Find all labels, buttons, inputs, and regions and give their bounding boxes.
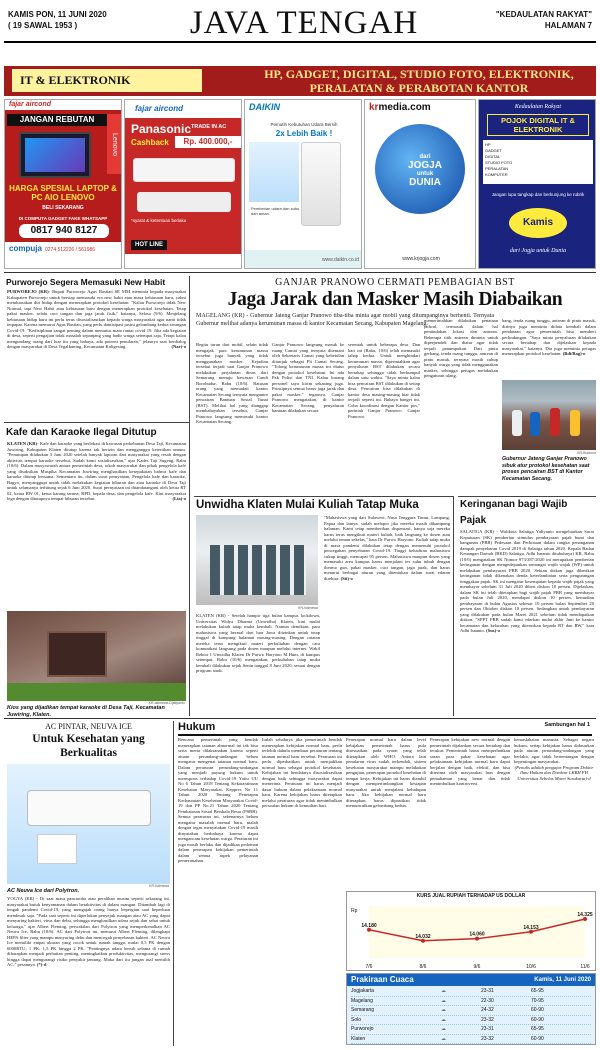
cuaca-temp: 22-30 bbox=[481, 997, 494, 1004]
ad-header-strip bbox=[5, 100, 122, 110]
tag-dari: dari bbox=[419, 154, 431, 160]
trade-in-label: TRADE IN AC bbox=[191, 124, 227, 130]
kurs-data-label: 14.032 bbox=[415, 933, 431, 940]
krjogja-logo bbox=[369, 102, 431, 113]
cashback-price: Rp. 400.000,- bbox=[175, 136, 241, 148]
cloud-icon: ☁ bbox=[441, 1035, 446, 1042]
ac-unit-image-2 bbox=[137, 192, 231, 212]
hukum-col4: Penerapan kebijakan new normal dengan pemerintah dijalankan secara bertahap dan terukur. Pemerintah harus memperhatikan saran para pakar kesehatan agar pelaksanaan kebijakan normal baru dapat berjalan dengan baik, efektif, dan bisa diterima oleh masyarakat luas dengan pemahaman yang benar dan tidak menimbulkan kontroversi. bbox=[430, 737, 510, 786]
purworejo-sig: (Nar)-o bbox=[171, 344, 186, 349]
ac-unit-shape bbox=[27, 790, 151, 826]
ad-brand: fajar aircond bbox=[9, 101, 52, 108]
ad-footer-brand: compuja bbox=[9, 244, 42, 253]
page-number: HALAMAN 7 bbox=[544, 21, 592, 30]
cashback-label: Cashback bbox=[131, 138, 169, 147]
main-caption: Gubernur Jateng Ganjar Pranowo sibuk atur protokol kesehatan saat proses pencairan BST di Kantor Kecamatan Secang. bbox=[502, 456, 590, 482]
main-sig: (Bdi/Bag)-o bbox=[562, 351, 586, 356]
purworejo-body bbox=[4, 289, 189, 420]
cuaca-temp: 24-32 bbox=[481, 1007, 494, 1013]
main-col1: Begitu turun dari mobil, selain tidak mengajak para kerumunan massa tersebut juga banyak yang tidak menggunakan masker. Kejadian tersebut terjadi saat Ganjar Pranowo melakukan perjalanan dinas dari Semarang menuju kawasan Candi Borobudur, Rabu (10/6). Ratusan orang yang memadati kantor Kecamatan Secang ternyata mengantre pencairan Bantuan Sosial Tunai (BST). Melihat hal yang dianggap membahayakan tersebut, Ganjar Pranowo langsung memasuki kantor Kecamatan Secang. bbox=[196, 342, 268, 424]
main-kicker: GANJAR PRANOWO CERMATI PEMBAGIAN BST bbox=[275, 277, 515, 288]
cuaca-humidity: 60-90 bbox=[531, 1007, 544, 1013]
hukum-headline: Hukum bbox=[178, 721, 592, 736]
daikin-footer bbox=[245, 250, 362, 269]
cuaca-date: Kamis, 11 Juni 2020 bbox=[534, 977, 591, 983]
person-shape bbox=[512, 410, 522, 436]
purworejo-headline: Purworejo Segera Memasuki New Habit bbox=[6, 277, 166, 287]
main-col5 bbox=[502, 318, 596, 378]
classroom-shape bbox=[210, 545, 306, 595]
kurs-data-label: 14.180 bbox=[361, 922, 377, 929]
main-photo-credit: KR-Budiono bbox=[577, 451, 596, 455]
ac-text: YOGYA (KR) - Di saat masa pancaroba atau peralihan musim seperti sekarang ini, masyarakat butuh kenyamanan dalam beraktivitas di dalam ruangan. Ditambah lagi di tengah pandemi Covid-19, yang mengajak orang hanya bepergian saat keperluan mendesak saja. "Pada saat seperti ini diperlukan penyejuk ruangan atau AC yang dapat menyaring bakteri, virus dan debu, sehingga menghasilkan udara sejuk dan sehat untuk keluarga," ujar Albert Fleming, perwakilan dari Polytron yang memperkenalkan AC Neuva Ice, Rabu (10/6). AC dari Polytron ini, menurut Albert Fleming, dilengkapi HEPA filter yang mampu menyaring debu dan mencegah penyebaran bakteri. AC Neuva Ice memiliki empat ukuran yang cocok untuk rumah tangga, mulai 0,5 PK dengan 6000BTU; 1 PK; 1,5 PK hingga 2 PK. "Pentingnya udara bersih selama di rumah diharapkan menjadi perhatian penting, meningkatkan produktivitas, mengurangi stress hingga dapat mengurangi risiko penyakit jantung. Maka dari itu jangan asal memilih AC," pesannya. bbox=[7, 896, 170, 967]
pajak-body bbox=[458, 529, 596, 727]
hotline-label: HOT LINE bbox=[131, 240, 167, 250]
it-elektronik-band bbox=[4, 66, 596, 96]
cuaca-box bbox=[346, 973, 596, 1045]
pajak-story bbox=[458, 496, 596, 716]
unwidha-story bbox=[194, 496, 454, 716]
person-shape bbox=[550, 408, 560, 436]
purworejo-text: - Bupati Purworejo Agus Bastian SE MM meminta kepada masyarakat Kabupaten Purworejo untuk bersiap memasuki era new habit atau masa kebiasaan baru, yakni membiasakan diri hidup dengan menerapkan protokol kesehatan. "Kalau Purworejo tidak New Normal, tapi New Habit atau kebiasaan baru dengan menerapkan protokol kesehatan. Tetap pakai masker, selalu cuci tangan dan jaga jarak fisik," katanya, Selasa (9/6). Menjelang kebiasaan hidup baru ini perlu terus disosialisasikan kepada warga masyarakat agar nanti tidak terpapar. Karena memurut Agus Bastian, yang perlu dantisipasi justru gelombang kedua serangan Covid-19. "Kedisiplinan sangat penting dalam memutus mata rantai covid 19. Jika ada kegiatan di desa, seperti pengajian tidak masalah sepanjang yang hadir warga setempat saja. Tetapi kalau mengundang orang dari luar itu yang bahaya, ada potensi penularan," jelasnya saat berdialog dengan masyarakat di Desa Tegalkuning, Kecamatan Kaligesing. bbox=[7, 289, 186, 349]
pojok-day-badge bbox=[509, 208, 567, 238]
cloud-icon: ☁ bbox=[441, 1026, 446, 1032]
cuaca-temp: 23-31 bbox=[481, 1026, 494, 1032]
ac-story bbox=[4, 721, 174, 1046]
kurs-data-label: 14.325 bbox=[577, 912, 593, 918]
kurs-unit: Rp bbox=[351, 908, 358, 914]
krjogja-url: www.krjogja.com bbox=[402, 256, 440, 262]
cuaca-city: Magelang bbox=[351, 997, 373, 1004]
kurs-x-tick: 11/6 bbox=[580, 964, 590, 970]
kafe-photo-credit: KR-Istimewa Djatiyanto bbox=[148, 701, 185, 705]
cuaca-humidity: 70-95 bbox=[531, 997, 544, 1004]
cloud-icon: ☁ bbox=[441, 997, 446, 1004]
kiosk-shape bbox=[47, 631, 107, 677]
main-col5-text: bang, tenda ruang tunggu, antrean di pintu masuk, dirinya juga meminta didata kembali dalam pendataan agar pemerintah bisa memberi perlindungan. "Saya minta penyaluran dilakukan secara bertahap dan dijelaskan kepada masyarakat," katanya. Dia juga meminta petugas menerapkan protokol kesehatan. bbox=[502, 318, 596, 356]
band-tagline bbox=[239, 67, 599, 95]
kurs-x-tick: 7/6 bbox=[365, 964, 373, 970]
cat-item: STUDIO FOTO bbox=[485, 160, 513, 165]
cloud-icon: ☁ bbox=[441, 988, 446, 994]
cuaca-temp: 23-32 bbox=[481, 1035, 494, 1042]
cuaca-row bbox=[351, 1016, 591, 1026]
pojok-categories bbox=[483, 140, 593, 184]
kafe-text: - Kafe dan karaoke yang berlokasi di kawasan perkebunan Desa Taji, Kecamatan Juwiring, Kabupaten Klaten ditutup karena tak berizin dan mengganggu ketertiban umum. "Penutupan dilakukan 3 Juni 2020 setelah banyak laporan dari masyarakat yang resah dengan aktivitas tempat karaoke tersebut. Sudah kami sosialisasikan," ujar Kades Taji Sugeng, Rabu (10/6). Dalam musyawarah antara pemerintah desa, tokoh masyarakat dan pihak pengelola kafe yang disaksikan Muspika Kecamatan Juwiring menghasilkan kesepakatan bahwa kafe dan karaoke ditutup bersama. Sementara itu, dalam surat pernyataan, Pengelola kafe dan karaoke, Bagyo, menyanggupi untuk tidak melakukan kegiatan hiburan dan atau karaoke di Desa Taji untuk selamanya terhitung sejak 6 Juni 2020. Surat pernyataan ini ditandatangani oleh ketua RT 02, ketua RW 01, ketua karang taruna, BPD, kepala desa, dan pengelola kafe. Kini masyarakat lega dengan ditutupnya tempat hiburan tersebut. bbox=[7, 441, 186, 501]
kurs-data-label: 14.060 bbox=[469, 931, 485, 938]
pojok-title: POJOK DIGITAL IT & ELEKTRONIK bbox=[487, 114, 589, 136]
pojok-sub: Jangan lupa tangkap dan berkunjung ke rubrik bbox=[491, 192, 585, 197]
pojok-day: Kamis bbox=[522, 217, 553, 228]
hukum-col5 bbox=[514, 737, 594, 889]
ad-cta: DI COMPUTA GADGET FAKE WHATSAPP bbox=[18, 216, 108, 221]
cuaca-city: Klaten bbox=[351, 1035, 366, 1042]
tag-jogja: JOGJA bbox=[408, 160, 442, 171]
pajak-text: SALATIGA (KR) - Walikota Salatiga Yuliyanto mengeluarkan Surat Keputusan (SK) pemberian stimulus pembayaran pajak bumi dan bangunan (PBB) Pedesaan dan Perkotaan dalam rangka penanganan dampak penyebaran Covid 2019 di Salatiga tahun 2020. Kepala Badan Keuangan Daerah (BKD) Salatiga, Adhi Isnanto ditubuhnya) KR, Rabu (10/6) mengatakan SK Nomor 973/387/2020 ini merupakan pemberian keringanan dengan mengedepankan semangat wajib wajak (WP) untuk melakukan pembayaran PBB 2020. Sekian diskon juga diberikan keringanan tidak dikenakan denda keterlambatan serta pengurangan tunggakan pajak. SK ini mengatur kesempatan kepada wajib pajak yang membayar sebelum 31 Juli 2020 diberi diskon 10 persen. Dijelaskan, dalam SK ini telah ditetapkan bagi wajib pajak PBB yang membayar pada bulan Juli 2020, mendapat diskon 10 persen, kemudian pembayaran di bulan Agustus sebesar 10 persen bulan September 20 persen dan Oktober diskon 10 persen. Sedangkan untuk pembayaran yang dilakukan pada bulan Maret 2021 sebelum tidak mendapatkan diskon. "SPPT PBB sudah kami edarkan mulai akhir Juni ke kantor kecamatan dan kelurahan yang diteruskan kepada RT dan RW," kata Adhi Isnanto. bbox=[460, 529, 594, 633]
cuaca-city: Solo bbox=[351, 1016, 362, 1023]
cat-item: HP bbox=[485, 142, 491, 147]
kurs-chart bbox=[346, 891, 596, 971]
cuaca-row bbox=[351, 1035, 591, 1045]
hukum-col2: Itulah sebabnya jika pemerintah hendak menerapkan kebijakan normal baru, perlu terlebih dahulu membuat peraturan tentang tatanan normal baru tersebut. Peraturan ini perlu diperhatikan untuk menjadikan normal baru sebagai protokol kesehatan. Kebijakan ini hendaknya disosialisasikan dengan baik sehingga masyarakat dapat menerima. Peraturan ini harus menjadi dasar hukum dalam pelaksanaan normal baru. Karena kebijakan harus ditetapkan melalui peraturan agar tidak menimbulkan persoalan hukum di kemudian hari. bbox=[262, 737, 342, 808]
hukum-author: (Penulis adalah pengajar Program Doktor Ilmu Hukum dan Direktur LKBH FH Universitas Sebelas Maret Surakarta)-d bbox=[514, 764, 594, 781]
hukum-col5-text: kemaslahatan manusia. Sebagai negara hukum, setiap kebijakan harus didasarkan pada aturan perundang-undangan yang berlaku, agar tidak bertentangan dengan kepentingan masyarakat. bbox=[514, 737, 594, 764]
ac-headline: Untuk Kesehatan yang Berkualitas bbox=[32, 733, 145, 759]
kafe-dateline: KLATEN (KR) bbox=[7, 441, 38, 446]
cuaca-row bbox=[351, 1006, 591, 1016]
kafe-photo bbox=[7, 611, 186, 701]
cuaca-rows bbox=[347, 986, 595, 1045]
kurs-x-tick: 9/6 bbox=[473, 964, 481, 970]
cuaca-city: Semarang bbox=[351, 1007, 375, 1013]
cuaca-temp: 23-31 bbox=[481, 988, 494, 994]
ad-panasonic-footer bbox=[125, 254, 242, 269]
daikin-headline: 2x Lebih Baik ! bbox=[275, 129, 333, 138]
kurs-x-tick: 8/6 bbox=[419, 964, 427, 970]
ac-product-box bbox=[37, 834, 77, 864]
unwidha-sig: (Sit)-o bbox=[340, 575, 353, 581]
person-shape bbox=[530, 412, 540, 436]
cuaca-temp: 23-32 bbox=[481, 1016, 494, 1023]
cuaca-row bbox=[351, 997, 591, 1007]
daikin-banner bbox=[249, 142, 299, 202]
kurs-title: KURS JUAL RUPIAH TERHADAP US DOLLAR bbox=[416, 893, 526, 899]
ac-kicker: AC PINTAR, NEUVA ICE bbox=[45, 722, 132, 731]
kurs-x-tick: 10/6 bbox=[526, 964, 536, 970]
hukum-col1: Rencana pemerintah yang hendak menerapkan tatanan abnormal ini tak bisa serta merta dilaksanakan karena seperti aturan perundang-undangan belum mengatur mengenai tatanan normal baru. Dalam peraturan perundang-undangan yang menjadi payung hukum untuk merespons terhadap Covid-19 Yaitu UU No 6 Tahun 2018 Tentang Kekarantinaan Kesehatan Masyarakat, Keppres No 11 Tahun 2020 Tentang Penetapan Kedaruratan Kesehatan Masyarakat Covid-19 dan PP No.21 Tahun 2020 Tentang Pembatasan Sosial Berskala Besar (PSBB). Semua peraturan ini, sebenarnya belum mengatur masalah normal baru, malah dengan tegas menyatakan Covid-19 masih dinyatakan berbahaya karena dapat mengancam kesehatan warga. Peraturan ini juga masih berlaku dan dijadikan pedoman dalam penerapan kebijakan pemerintah dalam semua aspek pelayanan pemerintahan. bbox=[178, 737, 258, 863]
ad-footer bbox=[5, 242, 122, 269]
kafe-caption: Kios yang dijadikan tempat karaoke di Desa Taji, Kecamatan Juwiring, Klaten. bbox=[7, 705, 165, 718]
newspaper-name: "KEDAULATAN RAKYAT" bbox=[495, 10, 592, 19]
pajak-sig: (Sus)-o bbox=[486, 628, 500, 633]
cat-item: KOMPUTER bbox=[485, 172, 508, 177]
band-tagline-1: HP, GADGET, DIGITAL, STUDIO FOTO, ELEKTRONIK, bbox=[264, 67, 574, 81]
main-lead: MAGELANG (KR) - Gubernur Jateng Ganjar Pranowo tiba-tiba minta agar mobil yang ditumpanginya berhenti. Ternyata Gubernur melihat adanya kerumunan massa di kantor Kecamatan Secang, Kabupaten Magelang. bbox=[196, 313, 494, 327]
daikin-sub: Pemutih Kebutuhan Udara Bersih bbox=[270, 122, 338, 127]
ad-subline: BELI SEKARANG bbox=[42, 205, 84, 211]
ad-compuja[interactable] bbox=[4, 99, 122, 269]
pojok-head: Kedaulatan Rakyat bbox=[514, 104, 562, 110]
unwidha-col2-text: "Mahasiswa yang dari Sulawesi, Nusa Tenggara Timur, Lampung, Papua dan lainya, sudah melapor jika mereka masih dikampung halaman. Kami tetap memberikan dispensasi, hanya saja mereka harus terus mengikuti materi kuliah, baik langsung ke dosen atau melalui teman sekelas," kata Dr Purwo Haryono. Kuliah tatap muka di masa pandemi dilakukan tetap dengan memenuhi protokol pencegahan penyebaran Covid-19. Tinggi kehadiran mahasiswa cukup tinggi, mencapai 95 persen. Mahasiswa maupun dosen yang memasuki area kampus harus menjalani tes suhu tubuh dengan thermo gun, pakai masker, cuci tangan, jaga jarak, dan harus menurut berbagai aturan yang ditentukan dalam surat edaran direktor. bbox=[324, 515, 450, 581]
cuaca-humidity: 65-95 bbox=[531, 988, 544, 994]
hukum-story bbox=[178, 721, 596, 1046]
main-story bbox=[194, 276, 596, 492]
fajar-aircond-logo: fajar aircond bbox=[135, 104, 184, 113]
laptop-image bbox=[19, 132, 91, 178]
air-purifier-image bbox=[301, 142, 341, 226]
main-col4: memerintahkan dilakukan penataan jadwal, termasuk dalam hal pemindahan lokasi dan antrean. Beberapa titik antrean diminta untuk diperpendek dan diatur agar tidak terjadi penumpukan. Dari pintu gerbang, tenda ruang tunggu, antrean di pintu masuk, ternyata masih cukup banyak warga yang tidak menggunakan masker, sehingga petugas melakukan pengaturan ulang. bbox=[424, 318, 498, 378]
purworejo-dateline: PURWOREJO (KR) bbox=[7, 289, 49, 294]
main-headline: Jaga Jarak dan Masker Masih Diabaikan bbox=[227, 289, 563, 310]
ad-price-note: HARGA SPESIAL LAPTOP & PC AIO LENOVO bbox=[9, 184, 117, 202]
cuaca-humidity: 60-90 bbox=[531, 1035, 544, 1042]
pajak-headline: Keringanan bagi Wajib Pajak bbox=[460, 499, 568, 526]
kurs-line-chart bbox=[347, 900, 595, 972]
unwidha-col2 bbox=[324, 515, 450, 715]
daikin-logo: DAIKIN bbox=[249, 102, 280, 112]
cloud-icon: ☁ bbox=[441, 1007, 446, 1013]
ads-rule bbox=[4, 272, 596, 273]
main-col2: Ganjar Pranowo langsung masuk ke ruang Camat yang ternyata ditemani oleh Sekretaris Camat yang kebetulan ditunjuk sebagai Plt Camat Secang. "Tolong kerumunan massa ini diatur dengan protokol kesehatan. Ini ada Pak Polisi dan TNI. Kalau kurang personel saya kirim sekarang juga. Prinsipnya semua harus jaga jarak dan pakai masker," tegasnya. Ganjar Pranowo mengatakan, di kantor Kecamatan Secang, penyaluran bantuan dilakukan secara bbox=[272, 342, 344, 413]
grass-shape bbox=[7, 683, 186, 701]
masthead bbox=[4, 3, 596, 43]
cat-item: GADGET bbox=[485, 148, 502, 153]
cuaca-head bbox=[347, 974, 595, 986]
kr-text: kr bbox=[369, 102, 379, 113]
tag-untuk: untuk bbox=[416, 171, 434, 177]
ac-unit-image bbox=[133, 158, 235, 182]
left-column bbox=[4, 276, 190, 716]
kurs-data-label: 14.153 bbox=[523, 924, 539, 931]
terms-note: *syarat & ketentuan berlaku bbox=[131, 218, 187, 223]
unwidha-photo-credit: KR-Istimewa bbox=[298, 606, 318, 610]
main-col3: serentak untuk beberapa desa. Dan hari ini (Rabu, 10/6) telah memasuki tahap kedua. Untuk menghindari kerumunan massa, diperintahkan agar penyaluran BST dilakukan secara bertahap sehingga tidak berkumpul dalam satu waktu. "Saya minta kalau bisa pencairan BST dilakukan di setiap desa. Pencairan bisa dilakukan di kantor desa masing-masing biar tidak terjadi seperti ini. Bahaya banget ini. Coba koordinasi dengan Kantor pos," perintah Ganjar Pranowo. Ganjar Pranowo bbox=[348, 342, 420, 419]
kr-domain: media.com bbox=[378, 102, 431, 113]
unwidha-col1: KLATEN (KR) - Setelah hampir tiga bulan kampus lockdown, Universitas Widya Dharma (Unwidha) Klaten, kini mulai melakukan kuliah tatap muka kembali. Namun demikian, para mahasiswa yang berasal dari luar Jawa diizinkan untuk tetap tinggal di kampung halaman masing-masing. Dengan catatan mereka terus mengikuti materi perkuliahan dengan cara komunikasi langsung pada dosen maupun melalui internet. Wakil Rektor I Unwidha Klaten Dr Purwo Haryono M.Hum, di kampus setempat, Rabu (10/6) mengatakan, perkuliahan tatap muka kembali dilakukan sejak Senin tanggal 8 Juni 2020, sesuai dengan program studi. bbox=[196, 613, 320, 673]
ad-panasonic[interactable] bbox=[124, 99, 242, 269]
ac-sig: (*)-d bbox=[36, 962, 47, 967]
cuaca-humidity: 65-95 bbox=[531, 1026, 544, 1032]
ac-photo-credit: KR-Istimewa bbox=[149, 884, 169, 888]
person-shape bbox=[570, 410, 580, 436]
cuaca-city: Jogjakarta bbox=[351, 988, 375, 994]
kafe-sig: (Lia)-o bbox=[172, 496, 186, 501]
date-gregorian: KAMIS PON, 11 JUNI 2020 bbox=[8, 10, 107, 19]
hukum-col3: Penerapan normal baru dalam level kebijakan pemerintah harus pula disesuaikan pada syarat yang telah ditetapkan oleh WHO. Antara lain penularan virus sudah terkendali, sistem kesehatan masyarakat mampu melakukan pengujian, penerapan protokol kesehatan di tempat kerja. Kebijakan ini harus diambil dengan mempertimbangkan kesiapan masyarakat untuk menjalani kehidupan baru. Jika kebijakan normal baru diterapkan, harus dipastikan tidak memunculkan gelombang kedua. bbox=[346, 737, 426, 808]
lenovo-logo: Lenovo bbox=[107, 114, 121, 174]
ad-footer-phone: 0274 512226 / 561986 bbox=[45, 247, 96, 253]
unwidha-photo bbox=[196, 515, 318, 605]
band-label: IT & ELEKTRONIK bbox=[12, 69, 202, 92]
ad-whatsapp: 0817 940 8127 bbox=[19, 224, 109, 238]
ac-caption: AC Neuva Ice dari Polytron. bbox=[7, 888, 80, 894]
pojok-tag: dari Jogja untuk Dunia bbox=[509, 248, 567, 254]
unwidha-headline: Unwidha Klaten Mulai Kuliah Tatap Muka bbox=[196, 499, 419, 511]
section-rule bbox=[4, 718, 596, 719]
cuaca-row bbox=[351, 987, 591, 997]
cuaca-row bbox=[351, 1025, 591, 1035]
krjogja-tagline bbox=[405, 154, 445, 188]
date-javanese: ( 19 SAWAL 1953 ) bbox=[8, 21, 78, 30]
section-title: JAVA TENGAH bbox=[189, 5, 419, 41]
ad-headline: JANGAN REBUTAN bbox=[7, 114, 107, 126]
ad-pojok-digital[interactable] bbox=[478, 99, 596, 269]
issue-date bbox=[8, 9, 107, 31]
ad-daikin[interactable] bbox=[244, 99, 362, 269]
ac-body bbox=[4, 894, 173, 1044]
cat-item: PERALATAN bbox=[485, 166, 509, 171]
cuaca-title: Prakiraan Cuaca bbox=[351, 975, 414, 984]
cloud-icon: ☁ bbox=[441, 1016, 446, 1023]
hukum-continued: Sambungan hal 1 bbox=[544, 722, 590, 728]
main-photo bbox=[502, 380, 596, 450]
page-info bbox=[496, 9, 592, 31]
ac-photo bbox=[7, 764, 170, 884]
cuaca-humidity: 60-90 bbox=[531, 1016, 544, 1023]
cuaca-city: Purworejo bbox=[351, 1026, 374, 1032]
kafe-body bbox=[4, 441, 189, 607]
cat-item: DIGITAL bbox=[485, 154, 501, 159]
daikin-url: www.daikin.co.id bbox=[322, 257, 359, 263]
kafe-headline: Kafe dan Karaoke Ilegal Ditutup bbox=[4, 422, 189, 441]
panasonic-logo: Panasonic bbox=[131, 122, 192, 136]
tag-dunia: DUNIA bbox=[409, 177, 441, 188]
ad-panasonic-top bbox=[125, 100, 242, 118]
ad-krjogja[interactable] bbox=[364, 99, 476, 269]
daikin-text: Pemberian udara dan suhu dan aman bbox=[251, 206, 300, 216]
band-tagline-2: PERALATAN & PERABOTAN KANTOR bbox=[309, 81, 529, 95]
